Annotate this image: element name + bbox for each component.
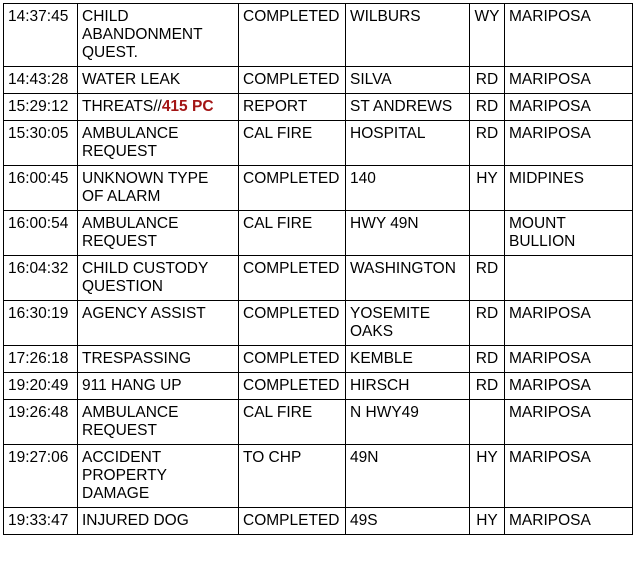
incident-type-cell bbox=[78, 346, 239, 373]
city-cell bbox=[505, 400, 633, 445]
location-text: N HWY49 bbox=[350, 404, 419, 421]
time-text: 19:26:48 bbox=[8, 404, 69, 421]
time-cell bbox=[4, 4, 78, 67]
city-text: MARIPOSA bbox=[509, 71, 591, 88]
location-text: WILBURS bbox=[350, 8, 421, 25]
table-row bbox=[4, 445, 633, 508]
disposition-cell bbox=[239, 4, 346, 67]
street-suffix-cell bbox=[470, 211, 505, 256]
time-text: 19:27:06 bbox=[8, 449, 69, 466]
street-suffix-cell bbox=[470, 301, 505, 346]
location-text: WASHINGTON bbox=[350, 260, 456, 277]
time-text: 19:33:47 bbox=[8, 512, 69, 529]
city-text: MARIPOSA bbox=[509, 8, 591, 25]
location-cell bbox=[346, 211, 470, 256]
disposition-cell bbox=[239, 301, 346, 346]
location-text: HOSPITAL bbox=[350, 125, 426, 142]
city-cell bbox=[505, 4, 633, 67]
time-text: 16:04:32 bbox=[8, 260, 69, 277]
time-text: 16:30:19 bbox=[8, 305, 69, 322]
street-suffix-cell bbox=[470, 67, 505, 94]
location-text: SILVA bbox=[350, 71, 392, 88]
location-cell bbox=[346, 94, 470, 121]
incident-type-cell bbox=[78, 94, 239, 121]
time-cell bbox=[4, 67, 78, 94]
incident-type-text: AGENCY ASSIST bbox=[82, 305, 206, 322]
location-cell bbox=[346, 256, 470, 301]
table-row bbox=[4, 211, 633, 256]
incident-type-text: AMBULANCE REQUEST bbox=[82, 404, 179, 439]
incident-type-text: CHILD CUSTODY QUESTION bbox=[82, 260, 209, 295]
time-text: 14:43:28 bbox=[8, 71, 69, 88]
penal-code-highlight: 415 PC bbox=[161, 98, 214, 115]
disposition-text: COMPLETED bbox=[243, 71, 340, 88]
incident-type-text: ACCIDENT PROPERTY DAMAGE bbox=[82, 449, 167, 502]
street-suffix-cell bbox=[470, 508, 505, 535]
time-cell bbox=[4, 400, 78, 445]
time-cell bbox=[4, 256, 78, 301]
time-text: 16:00:45 bbox=[8, 170, 69, 187]
street-suffix-text: HY bbox=[476, 449, 498, 466]
location-text: KEMBLE bbox=[350, 350, 413, 367]
time-text: 17:26:18 bbox=[8, 350, 69, 367]
time-text: 15:30:05 bbox=[8, 125, 69, 142]
table-row bbox=[4, 121, 633, 166]
incident-type-cell bbox=[78, 256, 239, 301]
street-suffix-cell bbox=[470, 346, 505, 373]
street-suffix-cell bbox=[470, 121, 505, 166]
table-row bbox=[4, 256, 633, 301]
incident-type-text: TRESPASSING bbox=[82, 350, 192, 367]
incident-type-text: CHILD ABANDONMENT QUEST. bbox=[82, 8, 203, 61]
city-cell bbox=[505, 445, 633, 508]
disposition-text: COMPLETED bbox=[243, 305, 340, 322]
time-cell bbox=[4, 508, 78, 535]
location-cell bbox=[346, 373, 470, 400]
street-suffix-cell bbox=[470, 445, 505, 508]
street-suffix-text: RD bbox=[475, 125, 499, 142]
table-row bbox=[4, 373, 633, 400]
city-text: MARIPOSA bbox=[509, 125, 591, 142]
table-row bbox=[4, 166, 633, 211]
disposition-text: CAL FIRE bbox=[243, 125, 313, 142]
table-row bbox=[4, 301, 633, 346]
city-text: MARIPOSA bbox=[509, 449, 591, 466]
table-row bbox=[4, 67, 633, 94]
location-text: YOSEMITE OAKS bbox=[350, 305, 431, 340]
time-cell bbox=[4, 211, 78, 256]
disposition-text: COMPLETED bbox=[243, 350, 340, 367]
incident-type-cell bbox=[78, 508, 239, 535]
incident-type-cell bbox=[78, 211, 239, 256]
incident-type-text: 911 HANG UP bbox=[82, 377, 182, 394]
disposition-text: REPORT bbox=[243, 98, 308, 115]
location-cell bbox=[346, 4, 470, 67]
city-cell bbox=[505, 346, 633, 373]
incident-type-cell bbox=[78, 445, 239, 508]
incident-type-text: THREATS// bbox=[82, 98, 162, 115]
city-text: MARIPOSA bbox=[509, 305, 591, 322]
location-cell bbox=[346, 301, 470, 346]
location-cell bbox=[346, 400, 470, 445]
time-cell bbox=[4, 373, 78, 400]
call-log-body bbox=[4, 4, 633, 535]
city-cell bbox=[505, 373, 633, 400]
city-text: MARIPOSA bbox=[509, 404, 591, 421]
incident-type-cell bbox=[78, 400, 239, 445]
time-text: 16:00:54 bbox=[8, 215, 69, 232]
location-text: ST ANDREWS bbox=[350, 98, 453, 115]
time-cell bbox=[4, 94, 78, 121]
disposition-text: CAL FIRE bbox=[243, 404, 313, 421]
city-text: MARIPOSA bbox=[509, 98, 591, 115]
table-row bbox=[4, 4, 633, 67]
street-suffix-cell bbox=[470, 166, 505, 211]
street-suffix-text: WY bbox=[474, 8, 500, 25]
city-cell bbox=[505, 67, 633, 94]
time-cell bbox=[4, 346, 78, 373]
location-text: 49S bbox=[350, 512, 378, 529]
time-text: 19:20:49 bbox=[8, 377, 69, 394]
incident-type-cell bbox=[78, 166, 239, 211]
incident-type-cell bbox=[78, 301, 239, 346]
disposition-cell bbox=[239, 445, 346, 508]
street-suffix-text: HY bbox=[476, 512, 498, 529]
incident-type-text: INJURED DOG bbox=[82, 512, 189, 529]
city-cell bbox=[505, 256, 633, 301]
disposition-text: COMPLETED bbox=[243, 512, 340, 529]
disposition-cell bbox=[239, 211, 346, 256]
street-suffix-cell bbox=[470, 4, 505, 67]
incident-type-cell bbox=[78, 121, 239, 166]
disposition-cell bbox=[239, 256, 346, 301]
disposition-text: CAL FIRE bbox=[243, 215, 313, 232]
street-suffix-text: RD bbox=[475, 377, 499, 394]
disposition-cell bbox=[239, 508, 346, 535]
time-cell bbox=[4, 301, 78, 346]
street-suffix-text: HY bbox=[476, 170, 498, 187]
city-cell bbox=[505, 508, 633, 535]
location-cell bbox=[346, 346, 470, 373]
incident-type-text: UNKNOWN TYPE OF ALARM bbox=[82, 170, 209, 205]
location-cell bbox=[346, 67, 470, 94]
street-suffix-text: RD bbox=[475, 98, 499, 115]
time-cell bbox=[4, 166, 78, 211]
city-cell bbox=[505, 166, 633, 211]
disposition-cell bbox=[239, 121, 346, 166]
disposition-cell bbox=[239, 373, 346, 400]
street-suffix-cell bbox=[470, 373, 505, 400]
time-text: 15:29:12 bbox=[8, 98, 69, 115]
disposition-text: COMPLETED bbox=[243, 170, 340, 187]
time-cell bbox=[4, 445, 78, 508]
time-cell bbox=[4, 121, 78, 166]
location-text: 140 bbox=[350, 170, 376, 187]
city-cell bbox=[505, 94, 633, 121]
disposition-cell bbox=[239, 67, 346, 94]
incident-type-text: AMBULANCE REQUEST bbox=[82, 215, 179, 250]
call-log-table bbox=[3, 3, 633, 535]
location-text: HWY 49N bbox=[350, 215, 419, 232]
location-cell bbox=[346, 166, 470, 211]
city-cell bbox=[505, 301, 633, 346]
table-row bbox=[4, 346, 633, 373]
city-cell bbox=[505, 121, 633, 166]
street-suffix-cell bbox=[470, 94, 505, 121]
disposition-text: COMPLETED bbox=[243, 260, 340, 277]
table-row bbox=[4, 94, 633, 121]
incident-type-cell bbox=[78, 373, 239, 400]
disposition-text: TO CHP bbox=[243, 449, 302, 466]
location-text: 49N bbox=[350, 449, 379, 466]
location-cell bbox=[346, 445, 470, 508]
street-suffix-text: RD bbox=[475, 305, 499, 322]
city-text: MARIPOSA bbox=[509, 377, 591, 394]
location-cell bbox=[346, 508, 470, 535]
city-text: MOUNT BULLION bbox=[509, 215, 576, 250]
street-suffix-cell bbox=[470, 400, 505, 445]
disposition-cell bbox=[239, 166, 346, 211]
street-suffix-text: RD bbox=[475, 71, 499, 88]
disposition-cell bbox=[239, 94, 346, 121]
city-text: MIDPINES bbox=[509, 170, 584, 187]
city-cell bbox=[505, 211, 633, 256]
city-text: MARIPOSA bbox=[509, 350, 591, 367]
street-suffix-text: RD bbox=[475, 350, 499, 367]
street-suffix-cell bbox=[470, 256, 505, 301]
incident-type-cell bbox=[78, 67, 239, 94]
street-suffix-text: RD bbox=[475, 260, 499, 277]
time-text: 14:37:45 bbox=[8, 8, 69, 25]
incident-type-text: AMBULANCE REQUEST bbox=[82, 125, 179, 160]
disposition-cell bbox=[239, 346, 346, 373]
disposition-text: COMPLETED bbox=[243, 377, 340, 394]
incident-type-cell bbox=[78, 4, 239, 67]
city-text: MARIPOSA bbox=[509, 512, 591, 529]
disposition-cell bbox=[239, 400, 346, 445]
location-text: HIRSCH bbox=[350, 377, 410, 394]
table-row bbox=[4, 508, 633, 535]
table-row bbox=[4, 400, 633, 445]
disposition-text: COMPLETED bbox=[243, 8, 340, 25]
incident-type-text: WATER LEAK bbox=[82, 71, 181, 88]
location-cell bbox=[346, 121, 470, 166]
